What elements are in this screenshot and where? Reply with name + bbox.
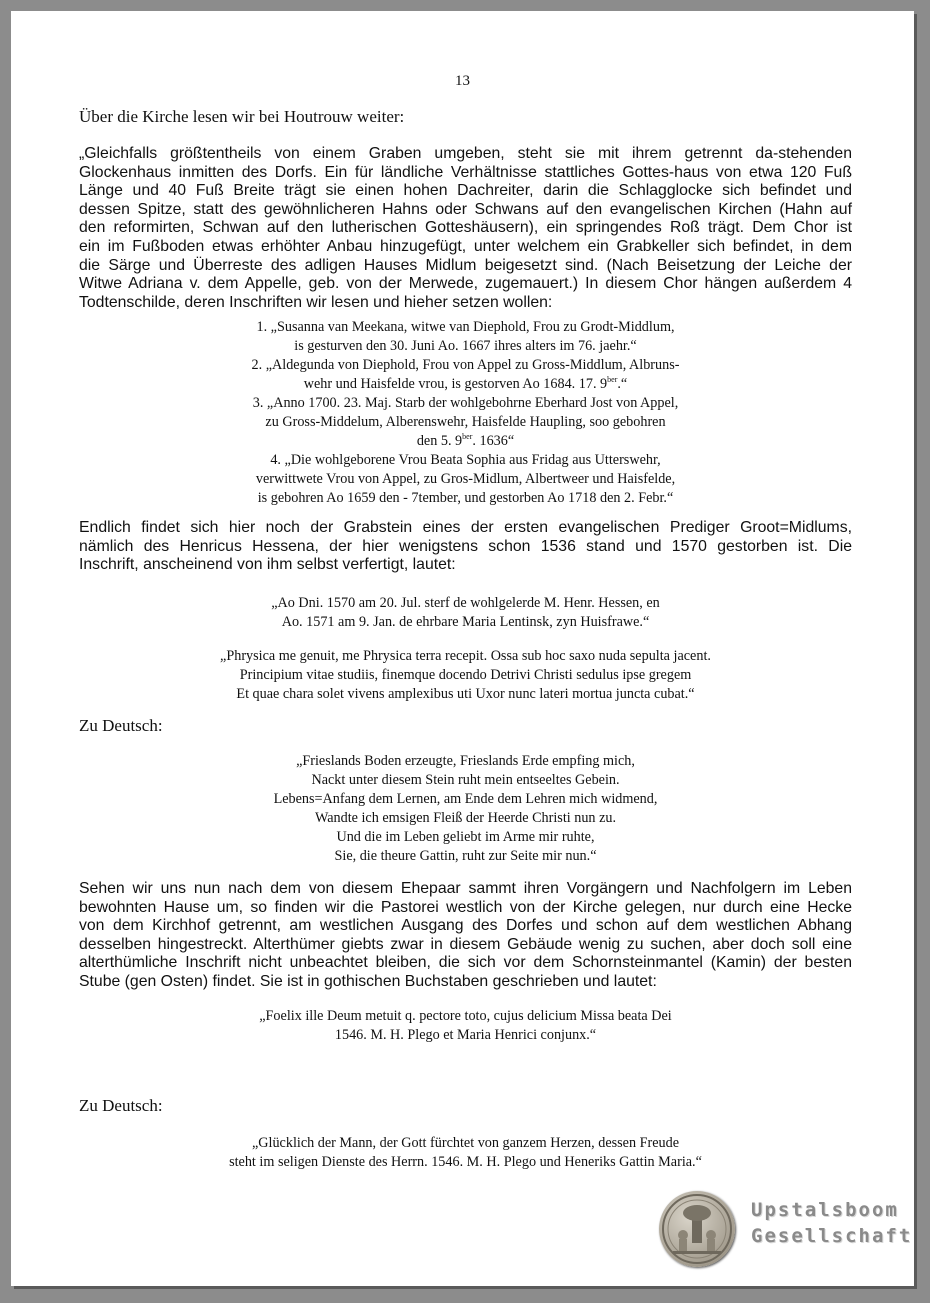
text-line: von dem Kirchhof getrennt, am westlichen Ausgang des Dorfes und schon auf dem westlichen Abhang	[79, 917, 852, 935]
zu-deutsch-heading: Zu Deutsch:	[79, 716, 163, 735]
inscription-line: „Glücklich der Mann, der Gott fürchtet von ganzem Herzen, dessen Freude	[251, 1135, 680, 1151]
text-line: Endlich findet sich hier noch der Grabstein eines der ersten evangelischen Prediger Groot=Midlums,	[79, 519, 852, 536]
text-line: die Särge und Überreste des adligen Hauses Midlum beigesetzt sind. (Nach Beisetzung der Leiche der	[79, 256, 852, 274]
zu-deutsch-heading: Zu Deutsch:	[79, 1096, 163, 1115]
inscription-line: verwittwete Vrou von Appel, zu Gros-Midlum, Albertweer und Haisfelde,	[255, 471, 676, 487]
intro-line: Über die Kirche lesen wir bei Houtrouw weiter:	[79, 107, 405, 126]
text-line: Länge und 40 Fuß Breite trägt sie einen hohen Dachreiter, darin die Schlagglocke sich befindet und	[79, 182, 852, 200]
inscription-line: is gebohren Ao 1659 den - 7tember, und gestorben Ao 1718 den 2. Febr.“	[257, 490, 674, 506]
text-line: nämlich des Henricus Hessena, der hier wenigstens schon 1536 stand und 1570 gestorben ist. Die	[79, 537, 852, 555]
seal-icon	[659, 1191, 735, 1267]
inscription-line: 1. „Susanna van Meekana, witwe van Diephold, Frou zu Grodt-Middlum,	[256, 319, 675, 335]
verse-line: Wandte ich emsigen Fleiß der Heerde Christi nun zu.	[314, 810, 617, 826]
death-shields-inscriptions	[79, 318, 852, 508]
inscription-line: is gesturven den 30. Juni Ao. 1667 ihres alters im 76. jaehr.“	[294, 338, 637, 354]
latin-verse	[79, 647, 852, 704]
text-line: alterthümliche Inschrift nicht unbeachtet bleiben, die sich vor dem Schornsteinmantel (Kamin) der besten	[79, 954, 852, 972]
verse-line: Und die im Leben geliebt im Arme mir ruhte,	[336, 829, 595, 845]
inscription-line: „Foelix ille Deum metuit q. pectore toto, cujus delicium Missa beata Dei	[259, 1008, 672, 1024]
inscription-text: .“	[617, 376, 628, 392]
inscription-line: Ao. 1571 am 9. Jan. de ehrbare Maria Lentinsk, zyn Huisfrawe.“	[281, 614, 650, 630]
paragraph-parsonage	[79, 880, 852, 992]
verse-line: Et quae chara solet vivens amplexibus uti Uxor nunc lateri mortua juncta cubat.“	[236, 686, 695, 702]
fireplace-translation	[79, 1134, 852, 1172]
german-verse	[79, 752, 852, 866]
verse-line: Nackt unter diesem Stein ruht mein entseeltes Gebein.	[311, 772, 620, 788]
text-line: Sehen wir uns nun nach dem von diesem Ehepaar sammt ihren Vorgängern und Nachfolgern im Leben	[79, 880, 852, 897]
inscription-text: . 1636“	[472, 433, 515, 449]
inscription-line	[79, 432, 852, 451]
text-line: Glockenhaus inmitten des Dorfs. Ein für ländliche Verhältnisse stattliches Gottes-haus von etwa 120 Fuß	[79, 163, 852, 181]
gravestone-inscription	[79, 594, 852, 632]
text-line: Inschrift, anscheinend von ihm selbst verfertigt, lautet:	[79, 556, 456, 574]
verse-line: „Phrysica me genuit, me Phrysica terra recepit. Ossa sub hoc saxo nuda sepulta jacent.	[220, 648, 711, 664]
fireplace-inscription	[79, 1007, 852, 1045]
inscription-line: 2. „Aldegunda von Diephold, Frou von Appel zu Gross-Middlum, Albruns-	[251, 357, 680, 373]
text-line: den reformirten, Schwan auf den lutherischen Gotteshäusern), ein springendes Roß trägt. Dem Chor ist	[79, 219, 852, 237]
verse-line: Principium vitae studiis, finemque docendo Detrivi Christi sedulus ipse gregem	[239, 667, 692, 683]
document-page	[11, 11, 914, 1286]
text-line: ein im Fußboden etwas erhöhter Anbau hinzugefügt, unter welchem ein Grabkeller sich befindet, in dem	[79, 237, 852, 255]
verse-line: Sie, die theure Gattin, ruht zur Seite mir nun.“	[334, 848, 597, 864]
inscription-line	[79, 375, 852, 394]
text-line: bewohnten Hause um, so finden wir die Pastorei westlich von der Kirche gelegen, nur durch eine Hecke	[79, 898, 852, 916]
inscription-line: 1546. M. H. Plego et Maria Henrici conjunx.“	[334, 1027, 597, 1043]
paragraph-gravestone	[79, 519, 852, 575]
text-line: Stube (gen Osten) findet. Sie ist in gothischen Buchstaben geschrieben und lautet:	[79, 972, 657, 990]
logo-text-line1: Upstalsboom	[751, 1199, 899, 1221]
inscription-line: „Ao Dni. 1570 am 20. Jul. sterf de wohlgelerde M. Henr. Hessen, en	[271, 595, 660, 611]
inscription-line: steht im seligen Dienste des Herrn. 1546. M. H. Plego und Heneriks Gattin Maria.“	[229, 1154, 702, 1170]
inscription-line: 3. „Anno 1700. 23. Maj. Starb der wohlgebohrne Eberhard Jost von Appel,	[252, 395, 679, 411]
inscription-line: 4. „Die wohlgeborene Vrou Beata Sophia aus Fridag aus Utterswehr,	[270, 452, 661, 468]
logo-text-line2: Gesellschaft	[751, 1225, 913, 1247]
text-line: desselben hingestreckt. Alterthümer giebts zwar in diesem Gebäude wenig zu suchen, aber doch soll eine	[79, 935, 852, 953]
inscription-line: zu Gross-Middelum, Alberenswehr, Haisfelde Haupling, soo gebohren	[265, 414, 666, 430]
text-line: „Gleichfalls größtentheils von einem Graben umgeben, steht sie mit ihrem getrennt da-stehenden	[79, 145, 852, 162]
inscription-text: den 5. 9	[416, 433, 463, 449]
text-line: Todtenschilde, deren Inschriften wir lesen und hieher setzen wollen:	[79, 293, 553, 311]
superscript: ber	[607, 375, 618, 384]
verse-line: „Frieslands Boden erzeugte, Frieslands Erde empfing mich,	[296, 753, 635, 769]
society-logo	[659, 1191, 913, 1281]
text-line: Witwe Adriana v. dem Appelle, geb. von der Merwede, zugemauert.) In diesem Chor hängen außerdem 4	[79, 275, 852, 293]
text-line: dessen Spitze, statt des gewöhnlicheren Hahns oder Schwans auf den evangelischen Kirchen (Hahn auf	[79, 200, 852, 218]
paragraph-church-description	[79, 145, 852, 312]
page-number: 13	[455, 73, 470, 89]
verse-line: Lebens=Anfang dem Lernen, am Ende dem Lehren mich widmend,	[273, 791, 658, 807]
superscript: ber	[462, 432, 473, 441]
inscription-text: wehr und Haisfelde vrou, is gestorven Ao 1684. 17. 9	[303, 376, 608, 392]
